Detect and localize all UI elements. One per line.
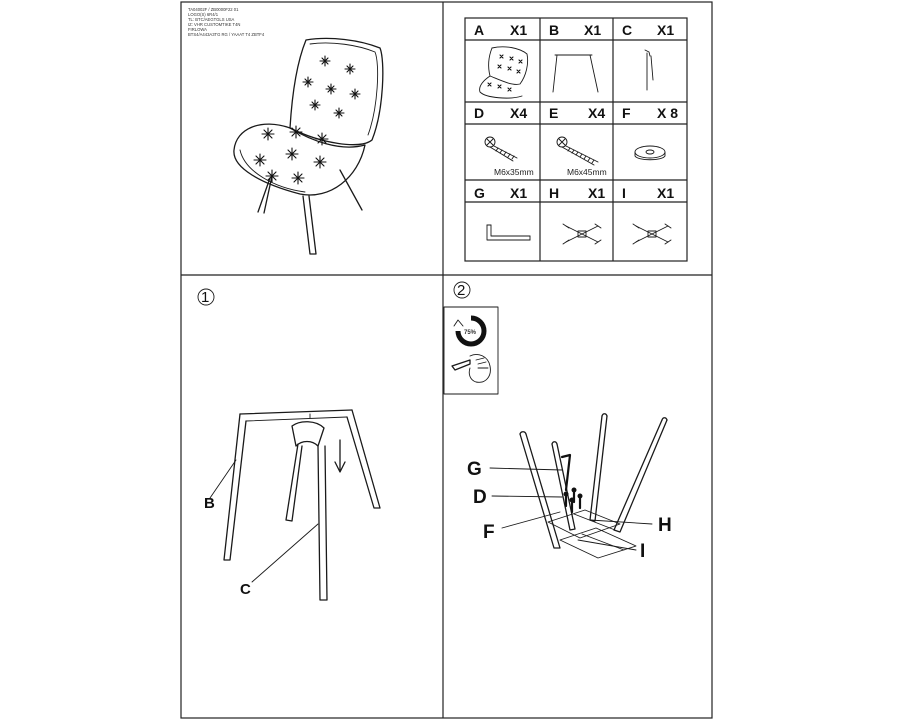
cross-bracket-i-icon <box>633 224 671 244</box>
chair-illustration <box>234 38 383 254</box>
part-cell-a <box>474 22 528 98</box>
part-cell-d <box>474 105 534 177</box>
part-letter: D <box>474 105 485 121</box>
callout-label-i: I <box>640 541 646 562</box>
part-letter: H <box>549 185 560 201</box>
callout-line-c <box>252 524 318 582</box>
tech-line: TA04002F / ZB0000F22 01 <box>188 7 239 12</box>
seat-tufts <box>254 126 328 184</box>
callout-label-d: D <box>473 487 487 508</box>
backrest-tufts <box>303 56 360 118</box>
part-cell-e <box>549 105 607 177</box>
part-cell-f <box>622 105 678 160</box>
part-qty: X4 <box>510 105 528 121</box>
callout-label-g: G <box>467 459 482 480</box>
part-qty: X1 <box>657 22 675 38</box>
tech-line: FIRLOWA <box>188 27 207 32</box>
tool-badge <box>444 307 498 394</box>
callout-line-d <box>492 496 562 497</box>
washer-icon <box>635 146 665 160</box>
part-letter: C <box>622 22 633 38</box>
step-number: 1 <box>201 289 210 306</box>
part-qty: X1 <box>657 185 675 201</box>
part-letter: E <box>549 105 559 121</box>
torque-percent: 75% <box>464 330 477 336</box>
bolt-45-icon <box>557 137 598 165</box>
part-cell-g <box>474 185 530 240</box>
bolt-35-icon <box>485 137 517 161</box>
tech-line: LOGO(S) 6R4/1 <box>188 12 219 17</box>
part-qty: X4 <box>588 105 606 121</box>
part-qty: X1 <box>510 22 528 38</box>
part-letter: B <box>549 22 560 38</box>
leg-c-icon <box>645 50 653 90</box>
callout-line-b <box>210 460 236 498</box>
part-cell-c <box>622 22 674 90</box>
part-letter: A <box>474 22 485 38</box>
part-letter: I <box>622 185 626 201</box>
callout-label-h: H <box>658 515 672 536</box>
callout-line-i <box>578 540 636 550</box>
tech-line: IZ: VHR CUSTOMTIKE T4N <box>188 22 241 27</box>
tech-line: BTS4/A443A3TG RG / YAAAT T4 ZBTF4 <box>188 32 265 37</box>
chair-overview-panel <box>188 7 383 254</box>
part-qty: X1 <box>588 185 606 201</box>
part-qty: X1 <box>510 185 528 201</box>
part-letter: F <box>622 105 631 121</box>
part-cell-b <box>549 22 601 92</box>
step-number-badge <box>454 282 470 299</box>
step-number: 2 <box>457 282 466 299</box>
part-cell-i <box>622 185 674 244</box>
bolt-spec: M6x45mm <box>567 167 607 177</box>
part-letter: G <box>474 185 485 201</box>
hex-key-icon <box>452 354 490 382</box>
leg-frame-assembly <box>520 414 667 558</box>
down-arrow-icon <box>335 440 345 472</box>
callout-line-g <box>490 468 562 470</box>
page-frame <box>181 2 712 718</box>
part-cell-h <box>549 185 605 244</box>
leg-frame-c-drawing <box>286 422 327 600</box>
step-2-panel <box>444 282 672 562</box>
hex-key-g-icon <box>487 225 530 240</box>
part-qty: X 8 <box>657 105 679 121</box>
part-qty: X1 <box>584 22 602 38</box>
technical-header-text <box>188 7 265 37</box>
rotate-icon <box>454 318 484 344</box>
callout-label-f: F <box>483 522 495 543</box>
step-1-panel <box>198 289 380 600</box>
step-number-badge <box>198 289 214 306</box>
parts-list-table <box>465 18 687 261</box>
seat-shell-icon <box>480 47 528 98</box>
cross-bracket-h-icon <box>563 224 601 244</box>
callout-label-b: B <box>204 495 215 512</box>
callout-label-c: C <box>240 581 251 598</box>
bolt-spec: M6x35mm <box>494 167 534 177</box>
leg-frame-b-icon <box>553 55 598 92</box>
tech-line: TL: BTC/AEGTGLS USA <box>188 17 235 22</box>
